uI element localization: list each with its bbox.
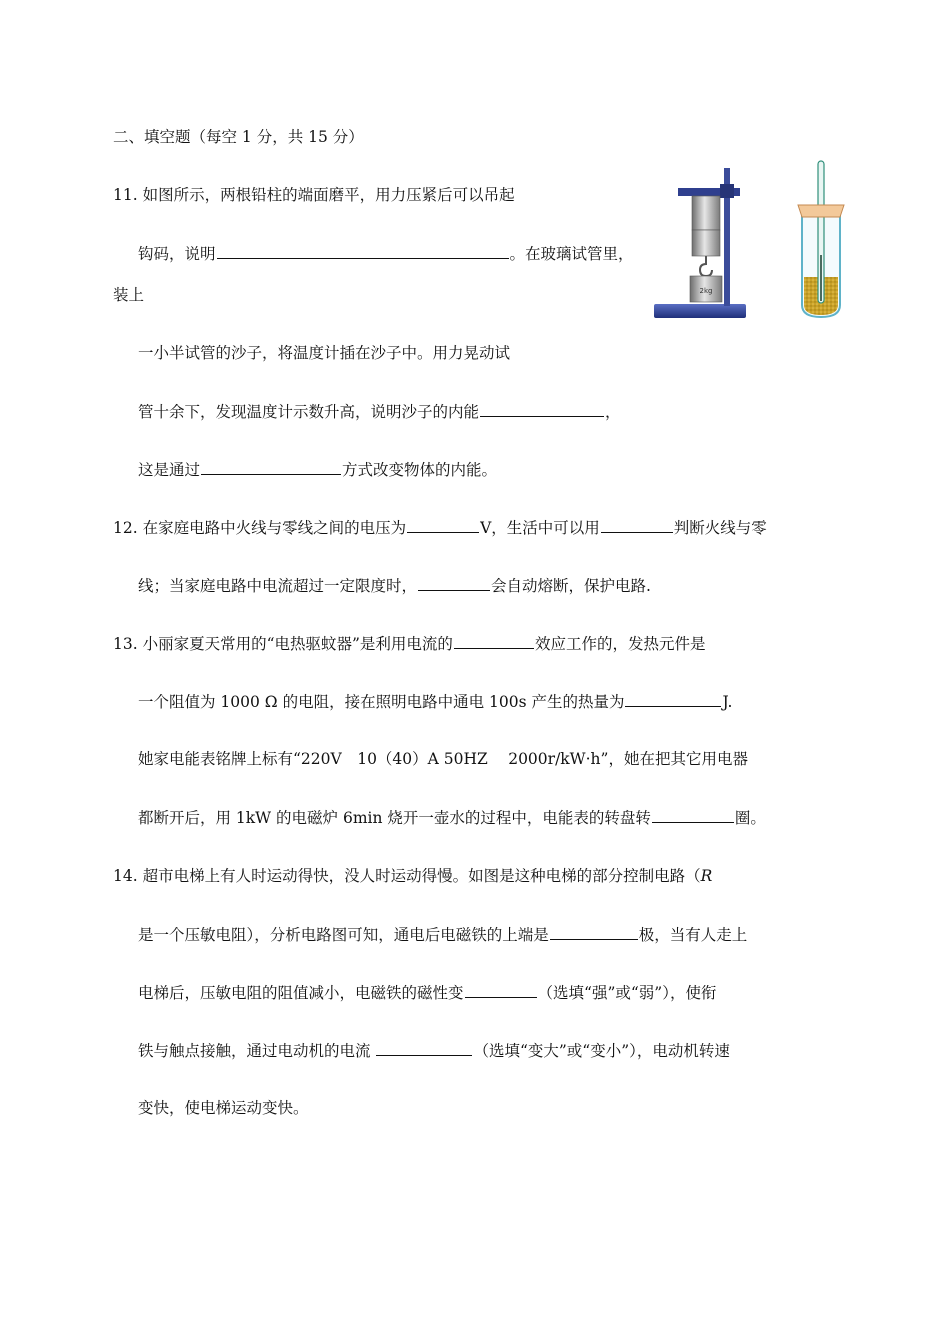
hook-icon bbox=[700, 256, 712, 276]
q14-line-5: 变快，使电梯运动变快。 bbox=[138, 1099, 309, 1117]
q13-blank-1[interactable] bbox=[454, 633, 534, 649]
q14-line-1-text-a: 14. 超市电梯上有人时运动得快，没人时运动得慢。如图是这种电梯的部分控制电路（ bbox=[113, 867, 701, 885]
q11-blank-2[interactable] bbox=[480, 401, 604, 417]
q12-blank-3[interactable] bbox=[418, 575, 490, 591]
q13-line-4-text-b: 圈。 bbox=[734, 809, 766, 827]
q14-line-3 bbox=[138, 982, 716, 1003]
q12-blank-1[interactable] bbox=[407, 517, 479, 533]
q14-line-4 bbox=[138, 1040, 730, 1061]
q12-line-1 bbox=[113, 517, 767, 538]
q14-line-2-text-a: 是一个压敏电阻），分析电路图可知，通电后电磁铁的上端是 bbox=[138, 926, 549, 944]
lead-cylinders-stand-figure bbox=[650, 160, 750, 328]
thermometer-liquid bbox=[820, 255, 822, 301]
q14-line-4-text-b: （选填“变大”或“变小”），电动机转速 bbox=[473, 1042, 730, 1060]
q12-line-2 bbox=[138, 575, 651, 596]
q12-line-2-text-a: 线；当家庭电路中电流超过一定限度时， bbox=[138, 577, 418, 595]
q11-line-6-text-a: 这是通过 bbox=[138, 461, 201, 479]
stand-clamp bbox=[720, 184, 734, 198]
lower-lead-cylinder bbox=[692, 230, 720, 256]
q13-line-4 bbox=[138, 807, 766, 828]
cork-stopper bbox=[798, 205, 844, 217]
upper-lead-cylinder bbox=[692, 196, 720, 230]
q13-line-1 bbox=[113, 633, 705, 654]
q11-line-3: 装上 bbox=[113, 286, 145, 304]
q13-line-4-text-a: 都断开后，用 1kW 的电磁炉 6min 烧开一壶水的过程中，电能表的转盘转 bbox=[138, 809, 651, 827]
q14-line-2-text-b: 极，当有人走上 bbox=[638, 926, 748, 944]
q13-line-1-text-b: 效应工作的，发热元件是 bbox=[534, 635, 706, 653]
q11-line-2 bbox=[138, 243, 634, 264]
q14-line-4-text-a: 铁与触点接触，通过电动机的电流 bbox=[138, 1042, 376, 1060]
q13-line-2-text-a: 一个阻值为 1000 Ω 的电阻，接在照明电路中通电 100s 产生的热量为 bbox=[138, 693, 625, 711]
q12-line-1-text-c: 判断火线与零 bbox=[673, 519, 767, 537]
q14-variable-r: R bbox=[700, 867, 713, 885]
q13-blank-3[interactable] bbox=[652, 807, 734, 823]
q13-line-2 bbox=[138, 691, 732, 712]
q12-line-1-text-a: 12. 在家庭电路中火线与零线之间的电压为 bbox=[113, 519, 407, 537]
section-heading: 二、填空题（每空 1 分，共 15 分） bbox=[113, 128, 364, 146]
q14-line-3-text-a: 电梯后，压敏电阻的阻值减小，电磁铁的磁性变 bbox=[138, 984, 464, 1002]
q11-line-2-text-a: 钩码，说明 bbox=[138, 245, 216, 263]
q11-line-1: 11. 如图所示，两根铅柱的端面磨平，用力压紧后可以吊起 bbox=[113, 186, 515, 204]
test-tube-sand-figure bbox=[796, 155, 846, 325]
q12-line-2-text-b: 会自动熔断，保护电路. bbox=[491, 577, 651, 595]
q12-blank-2[interactable] bbox=[601, 517, 673, 533]
q11-blank-3[interactable] bbox=[201, 459, 341, 475]
q11-line-4: 一小半试管的沙子，将温度计插在沙子中。用力晃动试 bbox=[138, 344, 511, 362]
q13-line-1-text-a: 13. 小丽家夏天常用的“电热驱蚊器”是利用电流的 bbox=[113, 635, 453, 653]
weight-label: 2kg bbox=[699, 287, 713, 295]
q14-line-2 bbox=[138, 924, 747, 945]
q11-blank-1[interactable] bbox=[217, 243, 509, 259]
q14-blank-2[interactable] bbox=[465, 982, 537, 998]
q14-blank-1[interactable] bbox=[550, 924, 638, 940]
q13-blank-2[interactable] bbox=[625, 691, 721, 707]
q12-line-1-text-b: V，生活中可以用 bbox=[480, 519, 600, 537]
q11-line-5 bbox=[138, 401, 621, 422]
stand-base bbox=[654, 304, 746, 318]
q14-line-3-text-b: （选填“强”或“弱”），使衔 bbox=[537, 984, 717, 1002]
q13-line-2-text-b: J. bbox=[722, 693, 733, 711]
q11-line-2-text-b: 。在玻璃试管里， bbox=[509, 245, 634, 263]
q14-blank-3[interactable] bbox=[376, 1040, 472, 1056]
q11-line-5-text-b: ， bbox=[605, 403, 621, 421]
q14-line-1 bbox=[113, 866, 712, 886]
q11-line-6 bbox=[138, 459, 497, 480]
q11-line-6-text-b: 方式改变物体的内能。 bbox=[342, 461, 498, 479]
q11-line-5-text-a: 管十余下，发现温度计示数升高，说明沙子的内能 bbox=[138, 403, 480, 421]
q13-line-3: 她家电能表铭牌上标有“220V 10（40）A 50HZ 2000r/kW·h”，她在把其它用电器 bbox=[138, 750, 748, 768]
